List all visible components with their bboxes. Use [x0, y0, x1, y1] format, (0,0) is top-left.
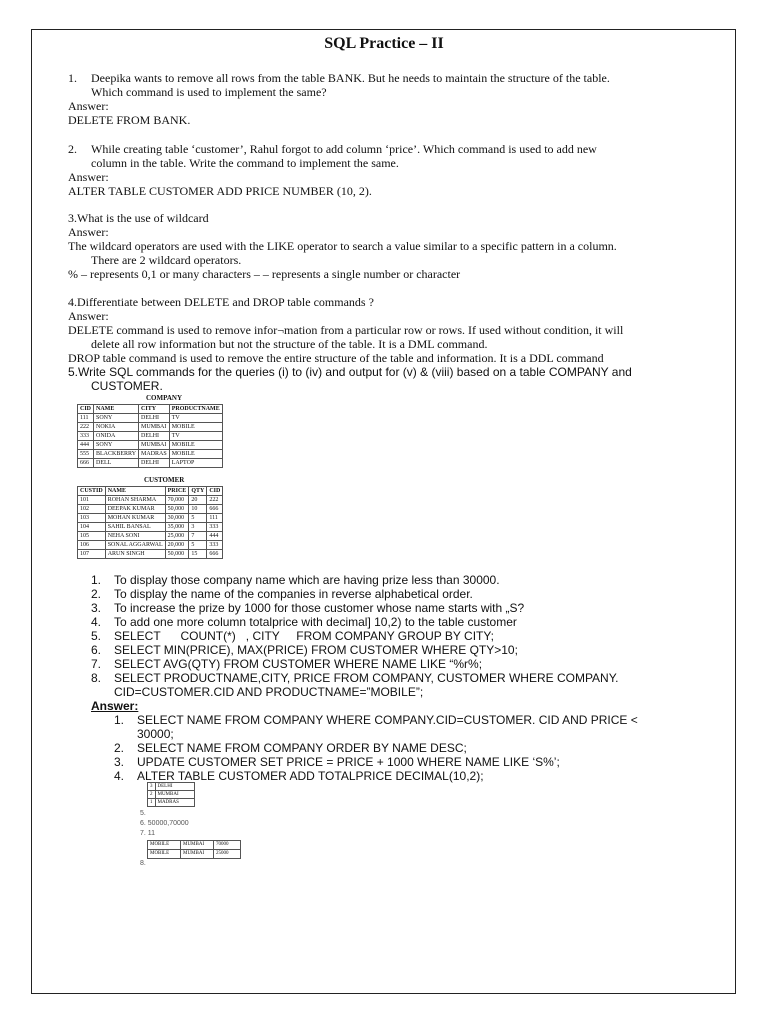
answer-number: 2.	[114, 741, 125, 755]
table-cell: 2	[148, 791, 156, 799]
table-cell: MUMBAI	[139, 423, 170, 432]
table-cell: BLACKBERRY	[94, 450, 139, 459]
table-cell: 7	[189, 532, 207, 541]
table-cell: 102	[78, 505, 106, 514]
answer-text: SELECT NAME FROM COMPANY WHERE COMPANY.CID=CUSTOMER. CID AND PRICE <	[137, 713, 638, 727]
table-cell: 3	[148, 783, 156, 791]
q4-question: 4.Differentiate between DELETE and DROP table commands ?	[68, 295, 374, 309]
q4-answer-label: Answer:	[68, 309, 109, 323]
table-cell: 666	[207, 550, 223, 559]
table-row	[78, 505, 223, 514]
table-cell: 5	[189, 514, 207, 523]
table-cell: DEEPAK KUMAR	[105, 505, 165, 514]
table-cell: MADRAS	[155, 799, 194, 807]
table-cell: 15	[189, 550, 207, 559]
table-row	[78, 514, 223, 523]
q3-answer-label: Answer:	[68, 225, 109, 239]
company-table-caption: COMPANY	[146, 394, 183, 402]
query-number: 3.	[91, 601, 102, 615]
table-cell: 5	[189, 541, 207, 550]
company-table-header	[78, 405, 223, 414]
query-number: 7.	[91, 657, 102, 671]
table-cell: 20,000	[165, 541, 189, 550]
q1-number: 1.	[68, 71, 77, 85]
query-text: To add one more column totalprice with decimal] 10,2) to the table customer	[114, 615, 517, 629]
table-cell: 106	[78, 541, 106, 550]
q3-answer-line3: % – represents 0,1 or many characters – – represents a single number or character	[68, 267, 461, 281]
table-cell: MUMBAI	[155, 791, 194, 799]
table-cell: 35,000	[165, 523, 189, 532]
table-cell: 333	[78, 432, 94, 441]
table-row	[78, 450, 223, 459]
table-cell: MOBILE	[169, 450, 222, 459]
table-row	[78, 496, 223, 505]
table-cell: 111	[207, 514, 223, 523]
answer-number: 1.	[114, 713, 125, 727]
table-cell: 222	[78, 423, 94, 432]
table-cell: MOHAN KUMAR	[105, 514, 165, 523]
answer-text: UPDATE CUSTOMER SET PRICE = PRICE + 1000 WHERE NAME LIKE ‘S%’;	[137, 755, 560, 769]
table-row	[78, 459, 223, 468]
q4-answer-line3: DROP table command is used to remove the entire structure of the table and information. It is a DDL command	[68, 351, 604, 365]
query-number: 2.	[91, 587, 102, 601]
table-cell: 1	[148, 799, 156, 807]
query-text: SELECT MIN(PRICE), MAX(PRICE) FROM CUSTOMER WHERE QTY>10;	[114, 643, 518, 657]
table-cell: 70,000	[165, 496, 189, 505]
table-cell: 103	[78, 514, 106, 523]
column-header: CID	[207, 487, 223, 496]
column-header: NAME	[105, 487, 165, 496]
table-cell: DELL	[94, 459, 139, 468]
table-cell: 25,000	[165, 532, 189, 541]
output7-label: 7. 11	[140, 830, 156, 837]
query-text-continued: CID=CUSTOMER.CID AND PRODUCTNAME=”MOBILE”;	[114, 685, 424, 699]
table-cell: LAPTOP	[169, 459, 222, 468]
q1-answer-label: Answer:	[68, 99, 109, 113]
table-cell: 105	[78, 532, 106, 541]
table-cell: ROHAN SHARMA	[105, 496, 165, 505]
answer-text: ALTER TABLE CUSTOMER ADD TOTALPRICE DECIMAL(10,2);	[137, 769, 484, 783]
q1-line2: Which command is used to implement the same?	[91, 85, 327, 99]
query-number: 6.	[91, 643, 102, 657]
table-cell: SONAL AGGARWAL	[105, 541, 165, 550]
table-cell: 20	[189, 496, 207, 505]
table-cell: DELHI	[155, 783, 194, 791]
table-cell: DELHI	[139, 432, 170, 441]
table-cell: SONY	[94, 441, 139, 450]
column-header: PRICE	[165, 487, 189, 496]
query-number: 8.	[91, 671, 102, 685]
q3-answer-line1: The wildcard operators are used with the LIKE operator to search a value similar to a specific pattern in a column.	[68, 239, 617, 253]
q5-line2: CUSTOMER.	[91, 379, 163, 393]
table-cell: MOBILE	[169, 441, 222, 450]
table-cell: 25000	[214, 850, 241, 859]
table-row	[78, 550, 223, 559]
table-cell: 333	[207, 541, 223, 550]
output5-table	[147, 782, 195, 807]
query-number: 5.	[91, 629, 102, 643]
q2-line1: While creating table ‘customer’, Rahul forgot to add column ‘price’. Which command is used to add new	[91, 142, 597, 156]
column-header: CUSTID	[78, 487, 106, 496]
q3-answer-line2: There are 2 wildcard operators.	[91, 253, 242, 267]
table-row	[148, 791, 195, 799]
table-cell: MUMBAI	[181, 850, 214, 859]
query-text: To display the name of the companies in reverse alphabetical order.	[114, 587, 473, 601]
q3-question: 3.What is the use of wildcard	[68, 211, 209, 225]
column-header: CITY	[139, 405, 170, 414]
customer-table-caption: CUSTOMER	[144, 476, 185, 484]
table-cell: 333	[207, 523, 223, 532]
query-text: SELECT COUNT(*) , CITY FROM COMPANY GROUP BY CITY;	[114, 629, 494, 643]
table-row	[78, 432, 223, 441]
table-cell: 70000	[214, 841, 241, 850]
column-header: CID	[78, 405, 94, 414]
table-row	[78, 441, 223, 450]
table-cell: DELHI	[139, 459, 170, 468]
q4-answer-line1: DELETE command is used to remove infor¬mation from a particular row or rows. If used without condition, it will	[68, 323, 624, 337]
answer-text: 30000;	[137, 727, 174, 741]
page-title: SQL Practice – II	[324, 35, 444, 52]
query-number: 4.	[91, 615, 102, 629]
table-cell: MUMBAI	[181, 841, 214, 850]
output8-table	[147, 840, 241, 859]
q5-line1: 5.Write SQL commands for the queries (i) to (iv) and output for (v) & (viii) based on a table COMPANY and	[68, 365, 632, 379]
answer-text: SELECT NAME FROM COMPANY ORDER BY NAME DESC;	[137, 741, 467, 755]
table-cell: 444	[78, 441, 94, 450]
table-cell: 666	[78, 459, 94, 468]
q1-line1: Deepika wants to remove all rows from the table BANK. But he needs to maintain the structure of the table.	[91, 71, 610, 85]
table-cell: MUMBAI	[139, 441, 170, 450]
table-cell: 50,000	[165, 550, 189, 559]
table-row	[78, 523, 223, 532]
table-cell: NOKIA	[94, 423, 139, 432]
table-cell: 10	[189, 505, 207, 514]
table-cell: 101	[78, 496, 106, 505]
table-cell: MOBILE	[148, 850, 181, 859]
table-cell: 107	[78, 550, 106, 559]
q2-line2: column in the table. Write the command to implement the same.	[91, 156, 399, 170]
table-row	[78, 423, 223, 432]
q4-answer-line2: delete all row information but not the structure of the table. It is a DML command.	[91, 337, 488, 351]
table-row	[78, 541, 223, 550]
table-cell: TV	[169, 414, 222, 423]
q2-number: 2.	[68, 142, 77, 156]
output6-label: 6. 50000,70000	[140, 820, 189, 827]
table-row	[148, 783, 195, 791]
table-cell: SAHIL BANSAL	[105, 523, 165, 532]
table-cell: NEHA SONI	[105, 532, 165, 541]
table-cell: ONIDA	[94, 432, 139, 441]
company-table	[77, 404, 223, 468]
column-header: PRODUCTNAME	[169, 405, 222, 414]
q2-answer: ALTER TABLE CUSTOMER ADD PRICE NUMBER (10, 2).	[68, 184, 372, 198]
table-cell: 222	[207, 496, 223, 505]
table-row	[148, 799, 195, 807]
table-cell: 111	[78, 414, 94, 423]
answers-heading: Answer:	[91, 699, 139, 713]
table-cell: 666	[207, 505, 223, 514]
q1-answer: DELETE FROM BANK.	[68, 113, 191, 127]
output5-label: 5.	[140, 810, 146, 817]
table-row	[78, 414, 223, 423]
query-text: SELECT PRODUCTNAME,CITY, PRICE FROM COMPANY, CUSTOMER WHERE COMPANY.	[114, 671, 619, 685]
query-text: SELECT AVG(QTY) FROM CUSTOMER WHERE NAME LIKE “%r%;	[114, 657, 483, 671]
column-header: QTY	[189, 487, 207, 496]
table-row	[148, 850, 241, 859]
table-cell: TV	[169, 432, 222, 441]
query-number: 1.	[91, 573, 102, 587]
table-cell: MADRAS	[139, 450, 170, 459]
query-text: To display those company name which are having prize less than 30000.	[114, 573, 500, 587]
table-cell: 104	[78, 523, 106, 532]
customer-table	[77, 486, 223, 559]
table-cell: 555	[78, 450, 94, 459]
table-cell: 3	[189, 523, 207, 532]
table-cell: 444	[207, 532, 223, 541]
table-row	[78, 532, 223, 541]
table-cell: SONY	[94, 414, 139, 423]
customer-table-header	[78, 487, 223, 496]
q2-answer-label: Answer:	[68, 170, 109, 184]
table-row	[148, 841, 241, 850]
answer-number: 3.	[114, 755, 125, 769]
table-cell: 50,000	[165, 505, 189, 514]
table-cell: MOBILE	[169, 423, 222, 432]
table-cell: MOBILE	[148, 841, 181, 850]
output8-label: 8.	[140, 860, 146, 867]
query-text: To increase the prize by 1000 for those customer whose name starts with „S?	[114, 601, 525, 615]
table-cell: 30,000	[165, 514, 189, 523]
table-cell: DELHI	[139, 414, 170, 423]
table-cell: ARUN SINGH	[105, 550, 165, 559]
column-header: NAME	[94, 405, 139, 414]
answer-number: 4.	[114, 769, 125, 783]
